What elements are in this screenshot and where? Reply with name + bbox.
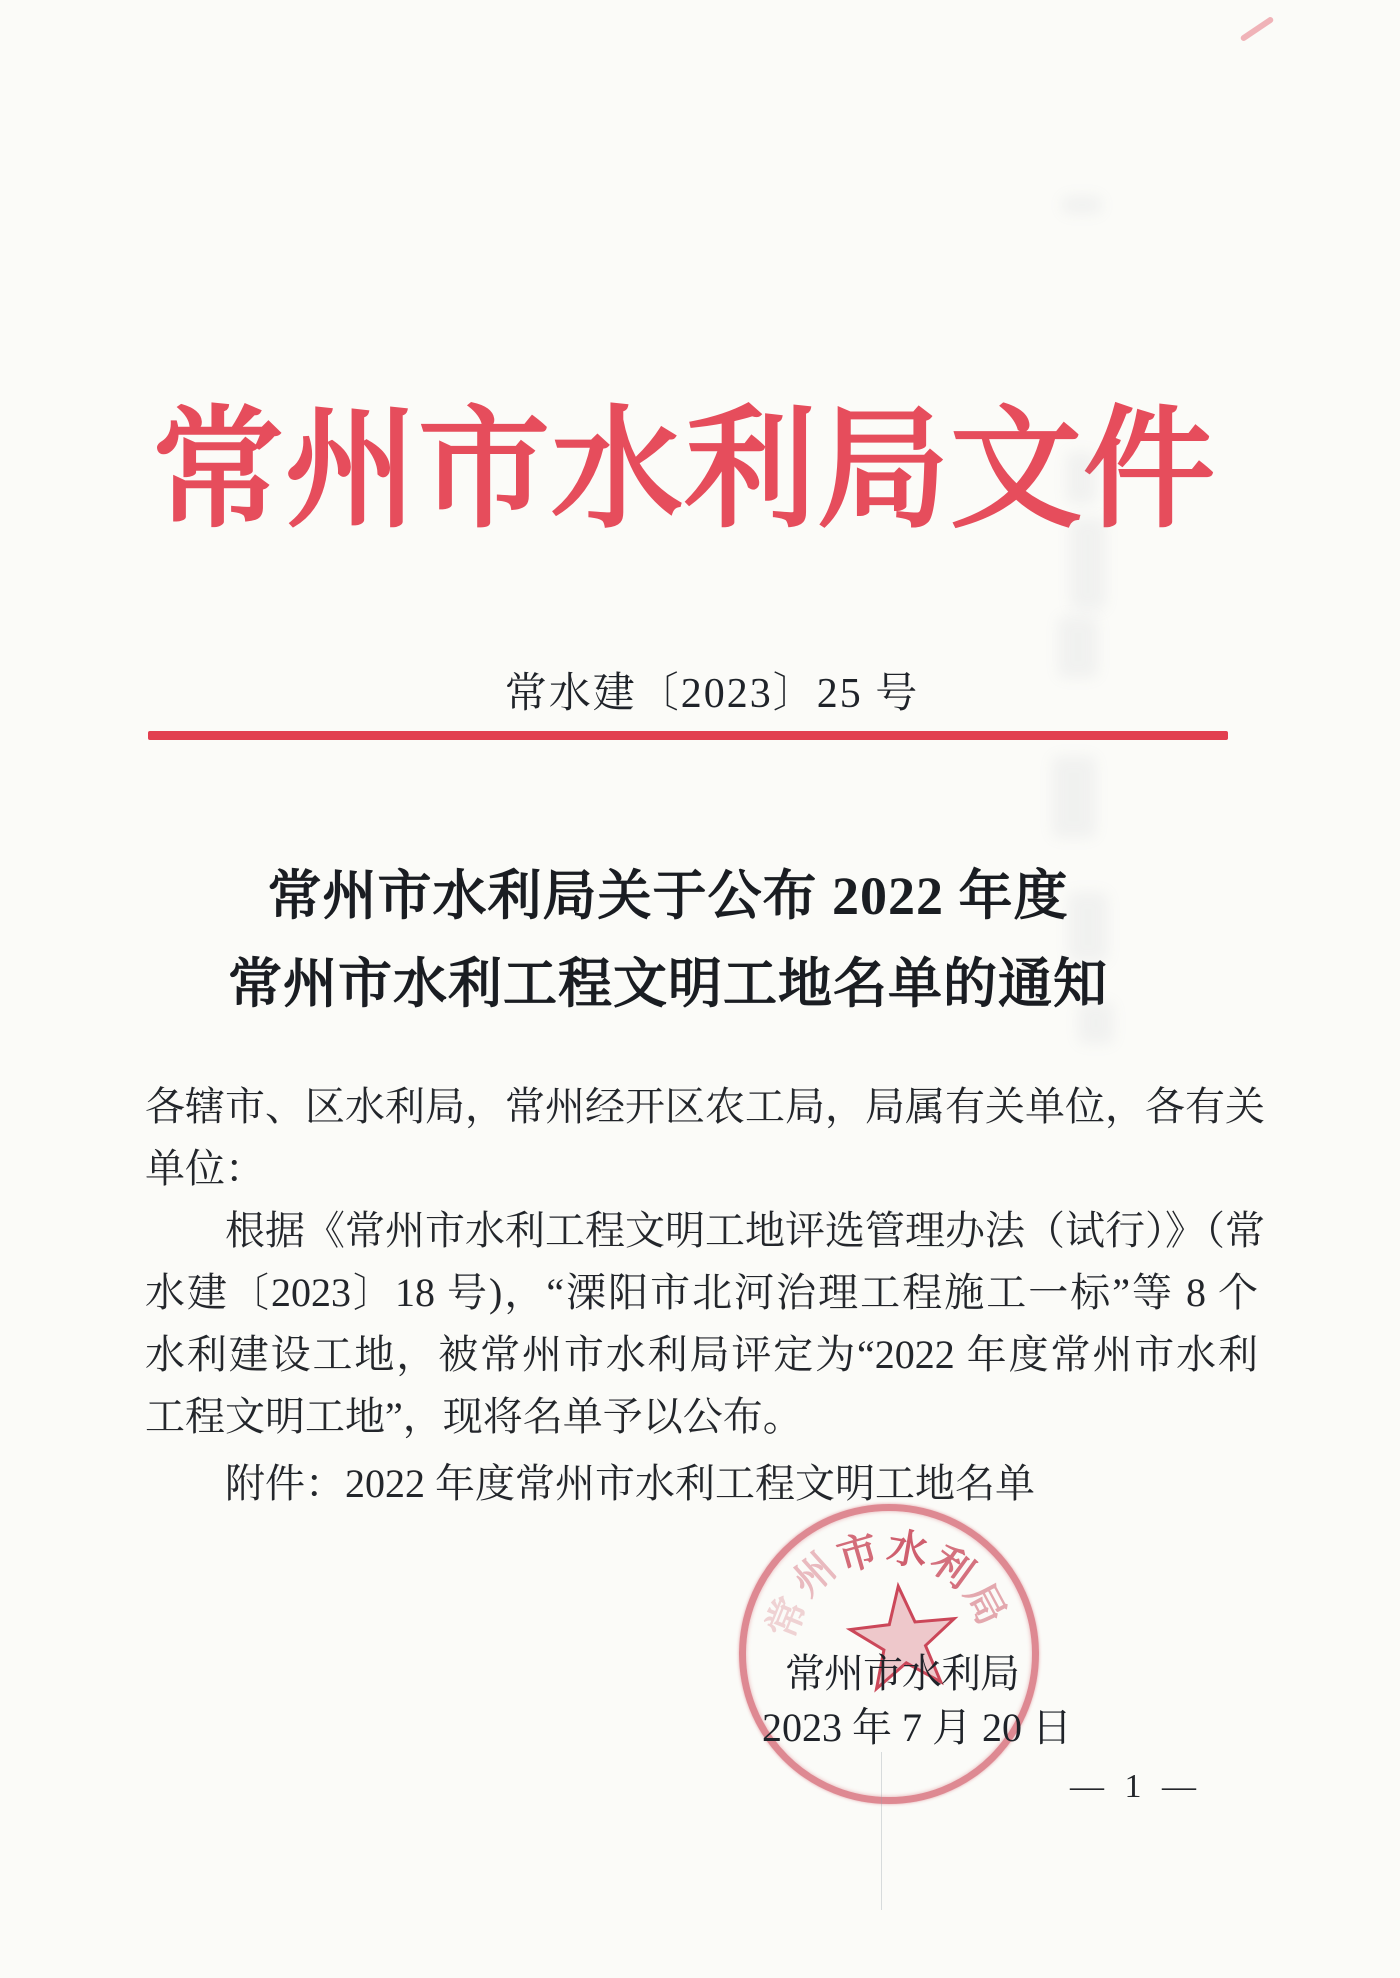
seal-arc-character: 市	[832, 1526, 884, 1581]
seal-arc-character: 局	[956, 1575, 1015, 1633]
document-title-line-1: 常州市水利局关于公布 2022 年度	[267, 866, 1069, 926]
scan-artifact	[1078, 1002, 1114, 1044]
issuer-signature: 常州市水利局	[785, 1651, 1019, 1696]
scan-artifact	[881, 1752, 882, 1910]
scan-artifact	[1062, 196, 1102, 214]
scan-artifact	[1058, 616, 1098, 678]
recipients-line: 单位：	[145, 1146, 265, 1191]
scan-artifact	[1066, 452, 1096, 504]
seal-arc-character: 州	[784, 1544, 844, 1605]
red-divider-rule	[148, 731, 1228, 740]
document-title-line-2: 常州市水利工程文明工地名单的通知	[228, 954, 1108, 1014]
attachment-line: 附件：2022 年度常州市水利工程文明工地名单	[225, 1461, 1035, 1506]
body-line: 工程文明工地”，现将名单予以公布。	[145, 1394, 803, 1439]
recipients-line: 各辖市、区水利局，常州经开区农工局，局属有关单位，各有关	[145, 1084, 1265, 1129]
seal-arc-character: 水	[883, 1523, 932, 1576]
document-masthead: 常州市水利局文件	[152, 397, 1216, 544]
issue-date: 2023 年 7 月 20 日	[762, 1705, 1072, 1750]
scan-artifact	[1052, 756, 1096, 838]
scan-artifact	[1070, 518, 1106, 610]
page-number: — 1 —	[1070, 1768, 1202, 1805]
scan-artifact	[1068, 892, 1108, 962]
body-line: 根据《常州市水利工程文明工地评选管理办法（试行）》（常	[225, 1208, 1265, 1253]
body-line: 水利建设工地，被常州市水利局评定为“2022 年度常州市水利	[145, 1332, 1258, 1377]
document-number: 常水建〔2023〕25 号	[504, 671, 920, 717]
scan-artifact	[1240, 16, 1275, 42]
seal-arc-character: 常	[758, 1590, 816, 1645]
body-line: 水建〔2023〕18 号)，“溧阳市北河治理工程施工一标”等 8 个	[145, 1270, 1258, 1315]
document-body	[145, 1076, 1265, 1448]
seal-arc-character: 利	[922, 1536, 982, 1597]
